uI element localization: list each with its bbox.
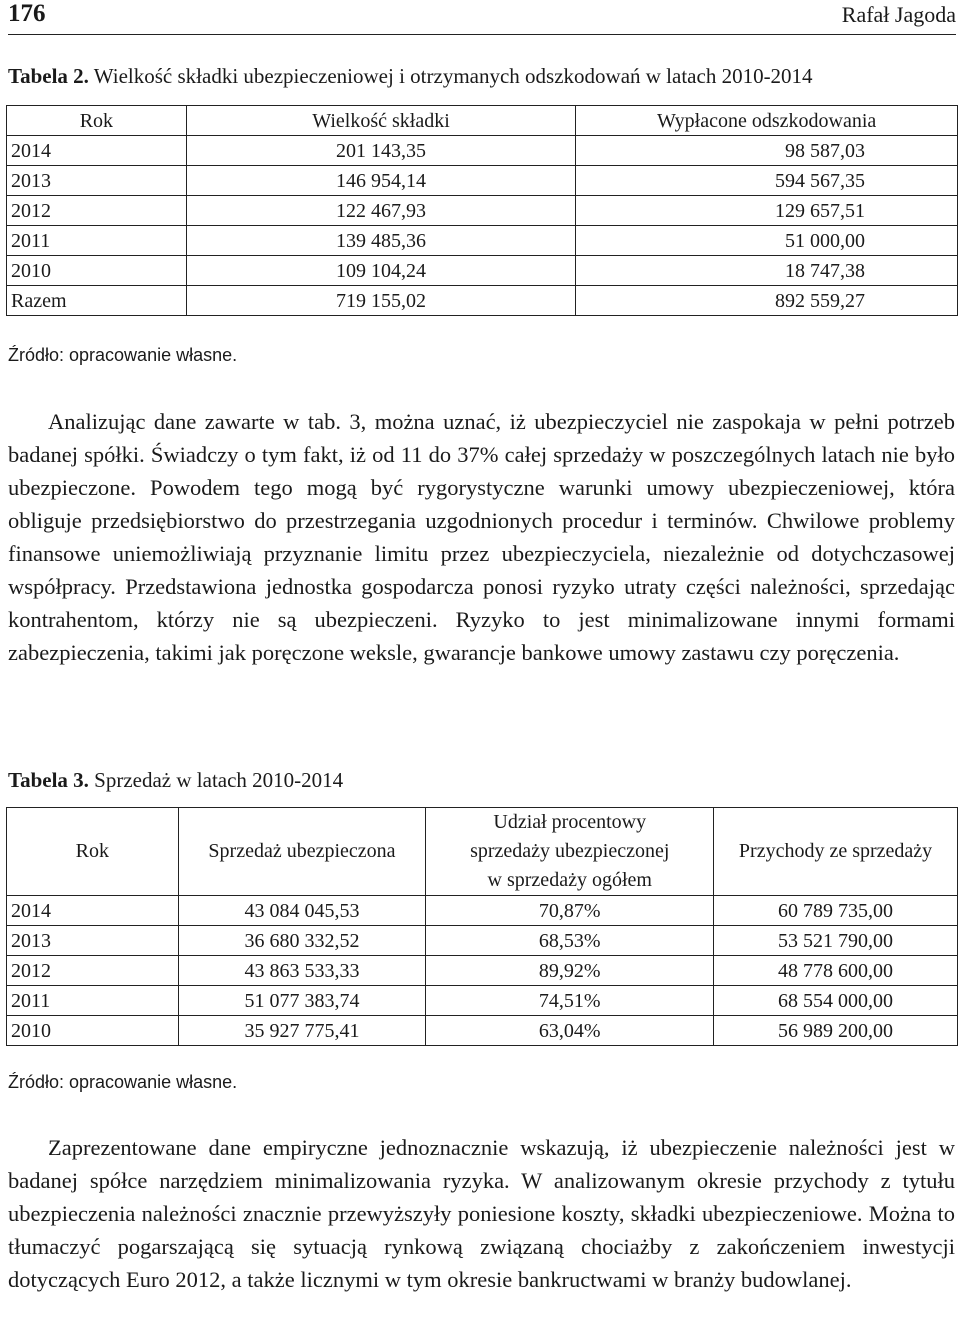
table-cell: 48 778 600,00: [714, 956, 958, 986]
column-header: Wielkość składki: [186, 106, 576, 136]
table-row: [7, 196, 958, 226]
table-cell: 36 680 332,52: [178, 926, 426, 956]
table-header-row: [7, 808, 958, 896]
table-cell: 56 989 200,00: [714, 1016, 958, 1046]
column-header: Rok: [7, 808, 179, 896]
column-header-line: w sprzedaży ogółem: [487, 869, 652, 891]
table-cell: 594 567,35: [576, 166, 958, 196]
body-paragraph: Analizując dane zawarte w tab. 3, można uznać, iż ubezpieczyciel nie zaspokaja w pełni potrzeb badanej spółki. Świadczy o tym fakt, iż od 11 do 37% całej sprzedaży w poszczególnych latach nie było ubezpieczone. Powodem tego mogą być rygorystyczne warunki umowy ubezpieczeniowej, która obliguje przedsiębiorstwo do przestrzegania uzgodnionych procedur i terminów. Chwilowe problemy finansowe uniemożliwiają przyznanie limitu przez ubezpieczyciela, niezależnie od dotychczasowej współpracy. Przedstawiona jednostka gospodarcza ponosi ryzyko utraty części należności, sprzedając kontrahentom, którzy nie są ubezpieczeni. Ryzyko to jest minimalizowane innymi formami zabezpieczenia, takimi jak poręczone weksle, gwarancje bankowe umowy zastawu czy poręczenia.: [8, 409, 955, 665]
table-cell: 43 863 533,33: [178, 956, 426, 986]
table-cell: 51 077 383,74: [178, 986, 426, 1016]
table-cell: 201 143,35: [186, 136, 576, 166]
table-cell: 109 104,24: [186, 256, 576, 286]
column-header: [426, 808, 714, 896]
table-cell: 2011: [7, 986, 179, 1016]
table-cell: 129 657,51: [576, 196, 958, 226]
table-cell: 2011: [7, 226, 187, 256]
body-paragraph: Zaprezentowane dane empiryczne jednoznacznie wskazują, iż ubezpieczenie należności jest w badanej spółce narzędziem minimalizowania ryzyka. W analizowanym okresie przychody z tytułu ubezpieczenia należności znacznie przewyższyły poniesione koszty, składki ubezpieczeniowe. Można to tłumaczyć pogarszającą się sytuacją rynkową związaną chociażby z zakończeniem inwestycji dotyczących Euro 2012, a także licznymi w tym okresie bankructwami w branży budowlanej.: [8, 1135, 955, 1292]
table-cell: 68,53%: [426, 926, 714, 956]
table-row: [7, 136, 958, 166]
table-cell: 18 747,38: [576, 256, 958, 286]
table-header-row: [7, 106, 958, 136]
column-header-line: Udział procentowy: [493, 811, 647, 833]
table-cell: 2012: [7, 196, 187, 226]
table-row: [7, 166, 958, 196]
table-row: [7, 986, 958, 1016]
table3-title: Sprzedaż w latach 2010-2014: [88, 768, 344, 792]
table-cell: 51 000,00: [576, 226, 958, 256]
table-cell: 89,92%: [426, 956, 714, 986]
table-cell: 2014: [7, 136, 187, 166]
table-cell: 2010: [7, 256, 187, 286]
column-header: Rok: [7, 106, 187, 136]
table-cell: 68 554 000,00: [714, 986, 958, 1016]
table-cell: 43 084 045,53: [178, 896, 426, 926]
column-header: Sprzedaż ubezpieczona: [178, 808, 426, 896]
table-cell: 98 587,03: [576, 136, 958, 166]
table-cell: 892 559,27: [576, 286, 958, 316]
table2: [6, 105, 958, 316]
table-row: [7, 1016, 958, 1046]
table-cell: 2013: [7, 926, 179, 956]
column-header: Wypłacone odszkodowania: [576, 106, 958, 136]
column-header: Przychody ze sprzedaży: [714, 808, 958, 896]
page-header: [8, 0, 956, 35]
table-cell: 2012: [7, 956, 179, 986]
table2-caption: [8, 64, 813, 89]
table-cell: 70,87%: [426, 896, 714, 926]
table-row: [7, 256, 958, 286]
table3: [6, 807, 958, 1046]
table-cell: 139 485,36: [186, 226, 576, 256]
table-cell: 2014: [7, 896, 179, 926]
page-number: 176: [8, 0, 46, 27]
table-cell: 60 789 735,00: [714, 896, 958, 926]
table2-label: Tabela 2.: [8, 64, 89, 88]
author-name: Rafał Jagoda: [841, 2, 956, 27]
table-cell: 146 954,14: [186, 166, 576, 196]
table-row: [7, 896, 958, 926]
column-header-line: sprzedaży ubezpieczonej: [470, 840, 670, 862]
table-cell: 2010: [7, 1016, 179, 1046]
table-row: [7, 286, 958, 316]
table-cell: 53 521 790,00: [714, 926, 958, 956]
table-cell: 719 155,02: [186, 286, 576, 316]
table2-source-note: Źródło: opracowanie własne.: [8, 345, 238, 365]
table-cell: Razem: [7, 286, 187, 316]
table-row: [7, 956, 958, 986]
table2-title: Wielkość składki ubezpieczeniowej i otrzymanych odszkodowań w latach 2010-2014: [88, 64, 813, 88]
table-cell: 122 467,93: [186, 196, 576, 226]
table-row: [7, 226, 958, 256]
table-row: [7, 926, 958, 956]
table3-source-note: Źródło: opracowanie własne.: [8, 1072, 238, 1092]
table-cell: 35 927 775,41: [178, 1016, 426, 1046]
table-cell: 2013: [7, 166, 187, 196]
table3-label: Tabela 3.: [8, 768, 89, 792]
table-cell: 74,51%: [426, 986, 714, 1016]
table3-caption: [8, 768, 343, 793]
table-cell: 63,04%: [426, 1016, 714, 1046]
